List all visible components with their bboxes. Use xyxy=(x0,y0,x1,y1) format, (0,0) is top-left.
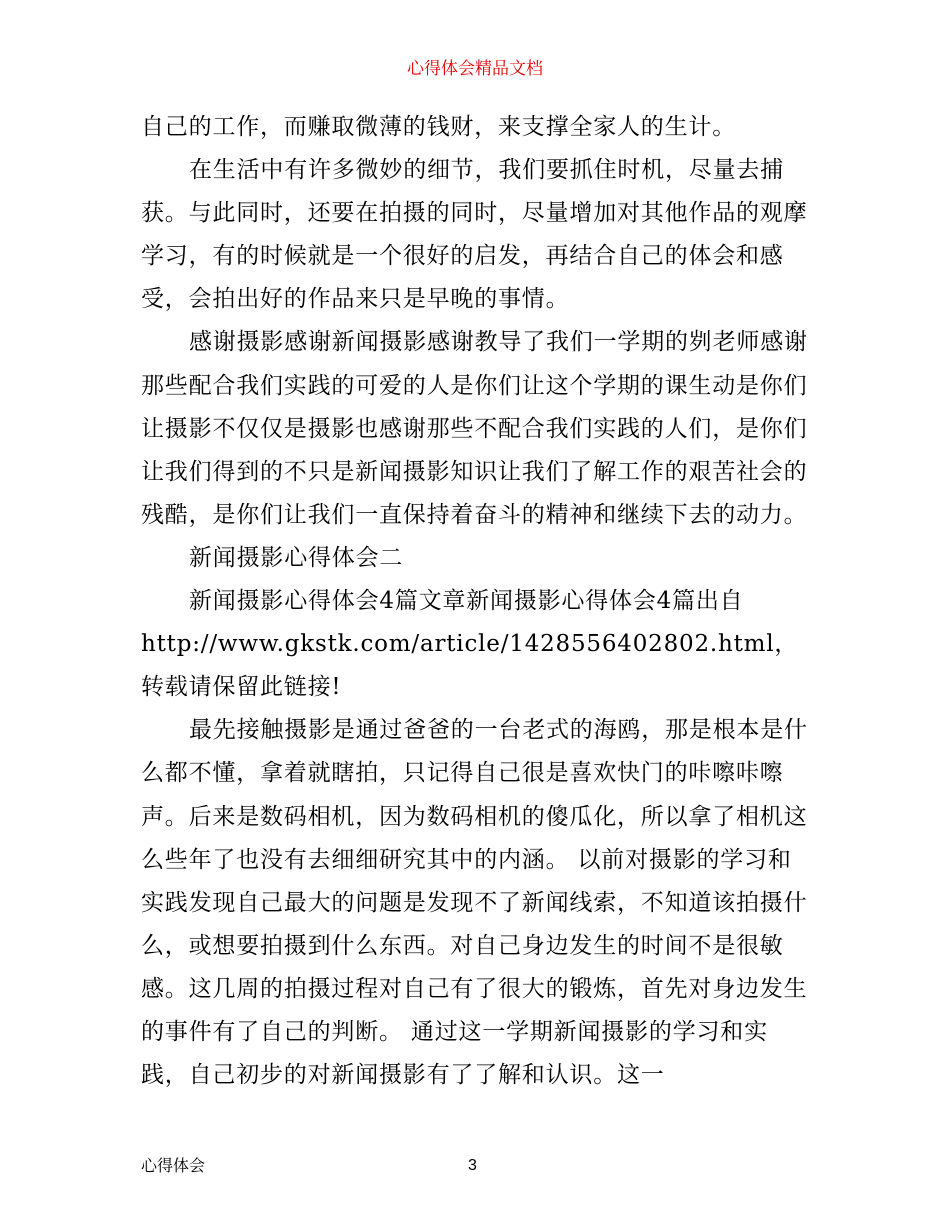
section-heading: 新闻摄影心得体会二 xyxy=(189,544,404,571)
body-paragraph: 感谢摄影感谢新闻摄影感谢教导了我们一学期的刿老师感谢那些配合我们实践的可爱的人是你们让这个学期的课生动是你们让摄影不仅仅是摄影也感谢那些不配合我们实践的人们，是你们让我们得到的不只是新闻摄影知识让我们了解工作的艰苦社会的残酷，是你们让我们一直保持着奋斗的精神和继续下去的动力。 xyxy=(141,329,808,528)
source-note-paragraph: 新闻摄影心得体会4篇文章新闻摄影心得体会4篇出自http://www.gkstk.com/article/1428556402802.html，转载请保留此链接! xyxy=(141,588,799,701)
body-paragraph: 最先接触摄影是通过爸爸的一台老式的海鸥，那是根本是什么都不懂，拿着就瞎拍，只记得自己很是喜欢快门的咔嚓咔嚓声。后来是数码相机，因为数码相机的傻瓜化，所以拿了相机这么些年了也没有去细细研究其中的内涵。 以前对摄影的学习和实践发现自己最大的问题是发现不了新闻线索，不知道该拍摄什么，或想要拍摄到什么东西。对自己身边发生的时间不是很敏感。这几周的拍摄过程对自己有了很大的锻炼，首先对身边发生的事件有了自己的判断。 通过这一学期新闻摄影的学习和实践，自己初步的对新闻摄影有了了解和认识。这一 xyxy=(141,717,808,1089)
document-body xyxy=(141,106,811,1097)
page-header-title: 心得体会精品文档 xyxy=(407,59,543,79)
body-paragraph: 自己的工作，而赚取微薄的钱财，来支撑全家人的生计。 xyxy=(141,114,736,140)
page-number: 3 xyxy=(468,1157,477,1174)
body-paragraph: 在生活中有许多微妙的细节，我们要抓住时机，尽量去捕获。与此同时，还要在拍摄的同时，尽量增加对其他作品的观摩学习，有的时候就是一个很好的启发，再结合自己的体会和感受，会拍出好的作品来只是早晚的事情。 xyxy=(141,157,808,313)
page-footer-label: 心得体会 xyxy=(141,1156,206,1175)
